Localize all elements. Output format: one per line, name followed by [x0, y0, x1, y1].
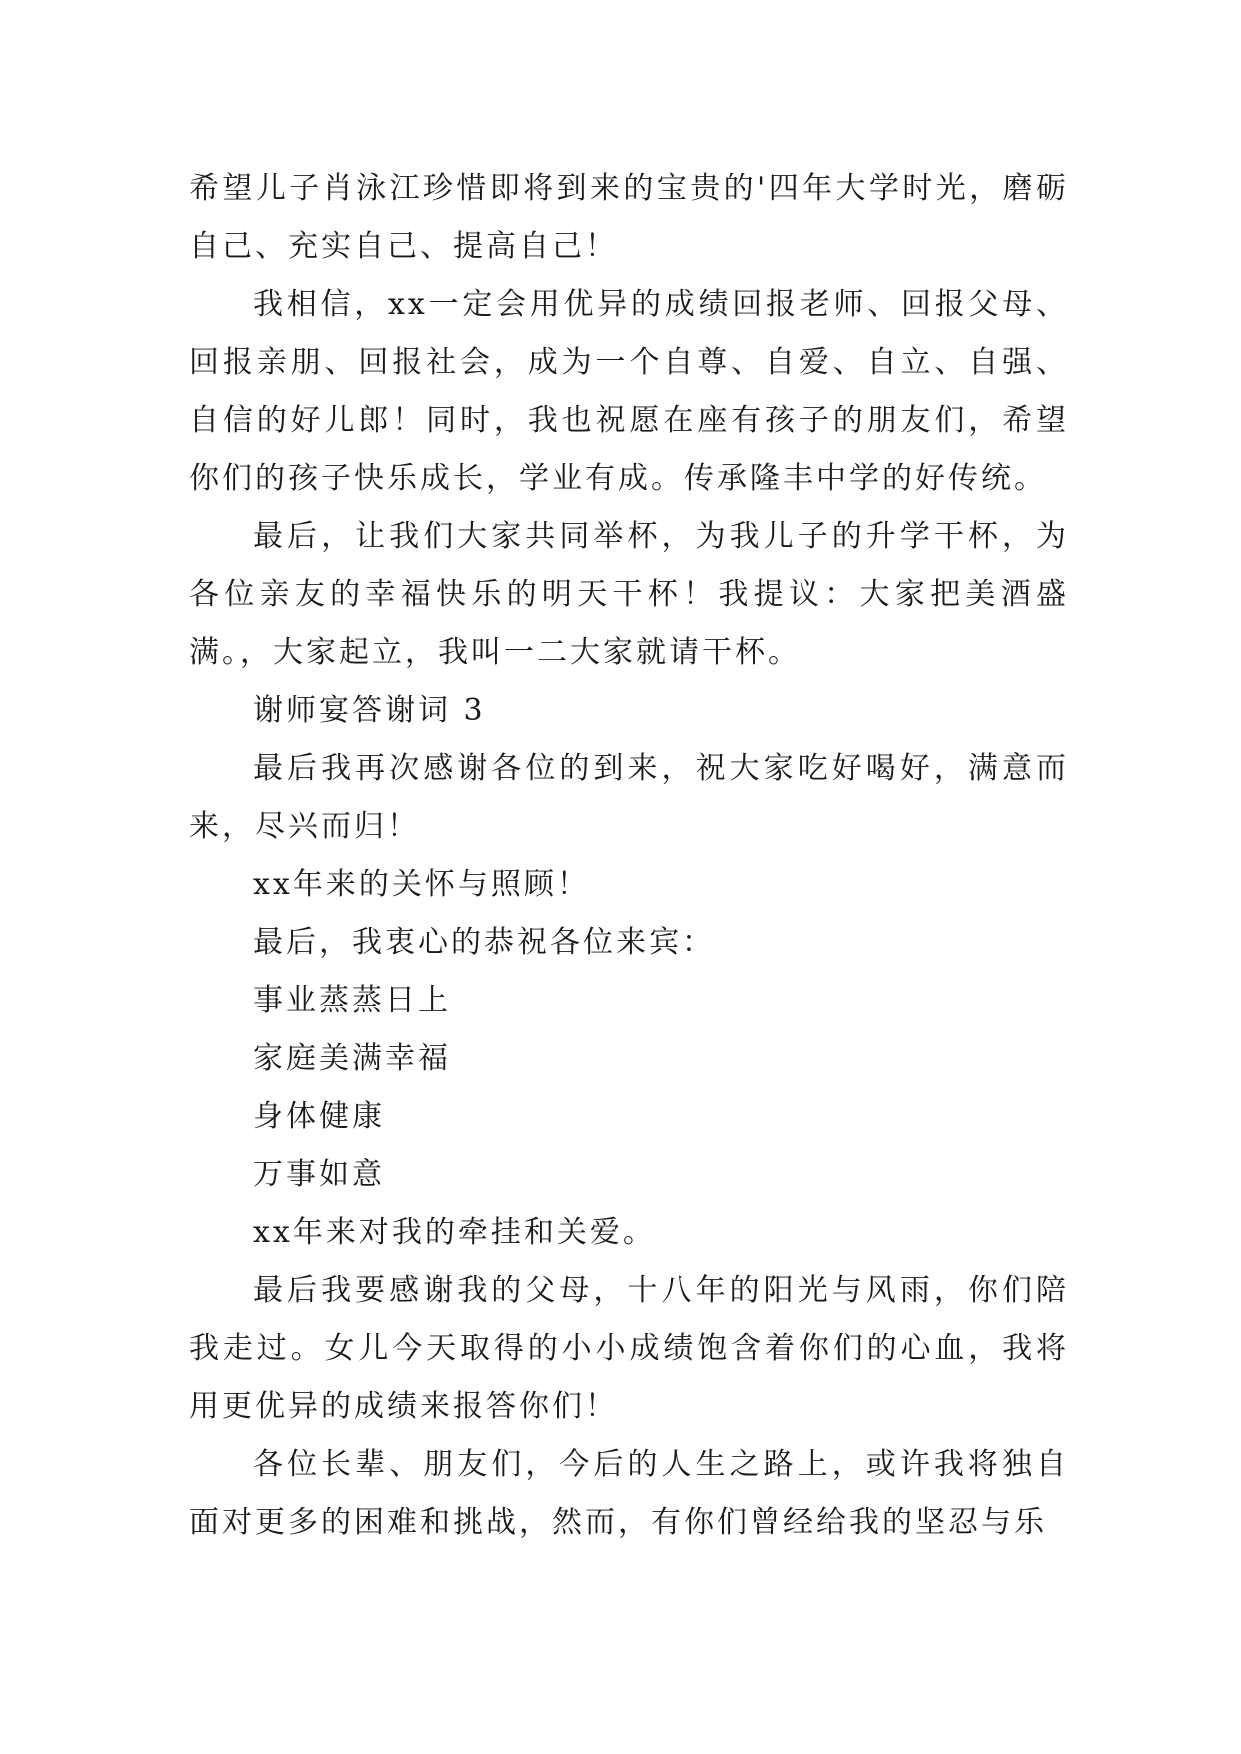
paragraph: 最后，让我们大家共同举杯，为我儿子的升学干杯，为各位亲友的幸福快乐的明天干杯！我提议：大家把美酒盛满。，大家起立，我叫一二大家就请干杯。	[189, 519, 1069, 670]
document-body	[189, 160, 1069, 1552]
wish-line: 身体健康	[253, 1099, 385, 1134]
paragraph: 最后，我衷心的恭祝各位来宾：	[253, 925, 715, 960]
paragraph: 各位长辈、朋友们，今后的人生之路上，或许我将独自面对更多的困难和挑战，然而，有你们曾经给我的坚忍与乐	[189, 1447, 1069, 1540]
paragraph: 我相信，xx一定会用优异的成绩回报老师、回报父母、回报亲朋、回报社会，成为一个自尊、自爱、自立、自强、自信的好儿郎！同时，我也祝愿在座有孩子的朋友们，希望你们的孩子快乐成长，学业有成。传承隆丰中学的好传统。	[189, 287, 1069, 496]
paragraph: 最后我要感谢我的父母，十八年的阳光与风雨，你们陪我走过。女儿今天取得的小小成绩饱含着你们的心血，我将用更优异的成绩来报答你们！	[189, 1273, 1069, 1424]
wish-line: 家庭美满幸福	[253, 1041, 451, 1076]
paragraph: 希望儿子肖泳江珍惜即将到来的宝贵的'四年大学时光，磨砺自己、充实自己、提高自己！	[189, 171, 1069, 264]
paragraph: 最后我再次感谢各位的到来，祝大家吃好喝好，满意而来，尽兴而归！	[189, 751, 1069, 844]
wish-line: 万事如意	[253, 1157, 385, 1192]
paragraph: xx年来对我的牵挂和关爱。	[253, 1215, 656, 1250]
section-heading: 谢师宴答谢词 3	[253, 693, 486, 728]
wish-line: 事业蒸蒸日上	[253, 983, 451, 1018]
paragraph: xx年来的关怀与照顾！	[253, 867, 590, 902]
